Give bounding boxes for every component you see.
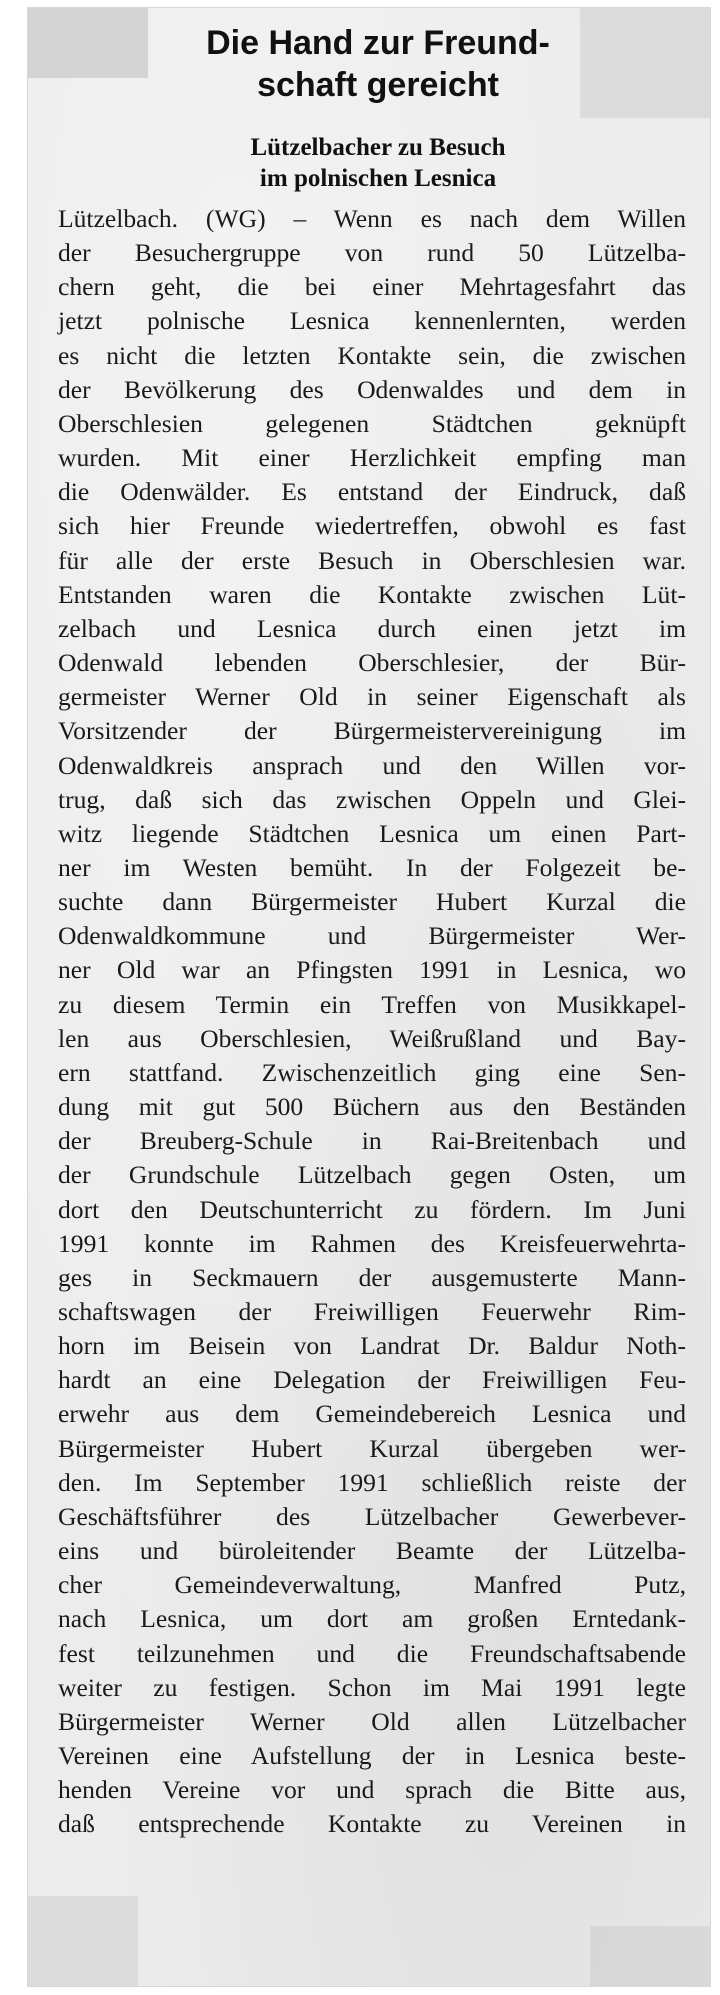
article-body-line: fest teilzunehmen und die Freundschaftsabende	[58, 1638, 686, 1668]
article-body-line: Geschäftsführer des Lützelbacher Gewerbever-	[58, 1501, 686, 1531]
article-body-line: ern stattfand. Zwischenzeitlich ging eine Sen-	[58, 1057, 686, 1087]
article-body-line: der Grundschule Lützelbach gegen Osten, um	[58, 1160, 686, 1190]
article-body-line: Lützelbach. (WG) – Wenn es nach dem Willen	[58, 204, 686, 233]
article-body-line: 1991 konnte im Rahmen des Kreisfeuerwehrta-	[58, 1228, 686, 1258]
article-body-line: dort den Deutschunterricht zu fördern. Im Juni	[58, 1194, 686, 1224]
article-body-line: horn im Beisein von Landrat Dr. Baldur Noth-	[58, 1331, 686, 1361]
headline-line: schaft gereicht	[257, 66, 499, 104]
article-body-line: Vereinen eine Aufstellung der in Lesnica beste-	[58, 1741, 686, 1771]
article-body-line: cher Gemeindeverwaltung, Manfred Putz,	[58, 1570, 686, 1600]
article-body-line: Odenwald lebenden Oberschlesier, der Bür-	[58, 648, 686, 678]
article-body-line: chern geht, die bei einer Mehrtagesfahrt das	[58, 272, 686, 302]
tape-corner-bottom-right	[590, 1926, 710, 1986]
article-body-line: Entstanden waren die Kontakte zwischen Lüt-	[58, 579, 686, 609]
article-body-line: weiter zu festigen. Schon im Mai 1991 legte	[58, 1672, 686, 1702]
article-body-line: den. Im September 1991 schließlich reiste der	[58, 1467, 686, 1497]
article-body-line: zelbach und Lesnica durch einen jetzt im	[58, 613, 686, 643]
article-body-line: nach Lesnica, um dort am großen Erntedank-	[58, 1604, 686, 1634]
article-subheadline	[148, 132, 608, 194]
article-body-line: Bürgermeister Hubert Kurzal übergeben wer-	[58, 1433, 686, 1463]
article-body-line: witz liegende Städtchen Lesnica um einen Part-	[58, 818, 686, 848]
headline-line: Die Hand zur Freund-	[206, 24, 550, 62]
tape-corner-bottom-left	[28, 1896, 138, 1986]
article-body-line: Odenwaldkreis ansprach und den Willen vor-	[58, 750, 686, 780]
article-body-line: henden Vereine vor und sprach die Bitte aus,	[58, 1775, 686, 1805]
article-body-line: suchte dann Bürgermeister Hubert Kurzal die	[58, 887, 686, 917]
article-body-line: eins und büroleitender Beamte der Lützelba-	[58, 1536, 686, 1566]
article-body-line: der Breuberg-Schule in Rai-Breitenbach und	[58, 1126, 686, 1156]
article-body-line: Vorsitzender der Bürgermeistervereinigung im	[58, 716, 686, 746]
article-body-line: für alle der erste Besuch in Oberschlesien war.	[58, 545, 686, 575]
article-body-line: zu diesem Termin ein Treffen von Musikkapel-	[58, 989, 686, 1019]
article-body-line: erwehr aus dem Gemeindebereich Lesnica und	[58, 1399, 686, 1429]
article-body-line: daß entsprechende Kontakte zu Vereinen in	[58, 1809, 686, 1839]
article-body-line: Odenwaldkommune und Bürgermeister Wer-	[58, 921, 686, 951]
article-body-line: der Besuchergruppe von rund 50 Lützelba-	[58, 238, 686, 268]
article-body-line: dung mit gut 500 Büchern aus den Beständen	[58, 1092, 686, 1122]
subheadline-line: im polnischen Lesnica	[259, 165, 497, 192]
article-body-line: len aus Oberschlesien, Weißrußland und Bay-	[58, 1023, 686, 1053]
newspaper-clipping	[28, 8, 710, 1986]
article-body-line: sich hier Freunde wiedertreffen, obwohl es fast	[58, 511, 686, 541]
article-body-line: ges in Seckmauern der ausgemusterte Mann-	[58, 1262, 686, 1292]
article-body-line: es nicht die letzten Kontakte sein, die zwischen	[58, 340, 686, 370]
article-body	[58, 202, 686, 1842]
article-body-line: der Bevölkerung des Odenwaldes und dem in	[58, 374, 686, 404]
subheadline-line: Lützelbacher zu Besuch	[250, 134, 506, 161]
article-body-line: ner Old war an Pfingsten 1991 in Lesnica, wo	[58, 955, 686, 985]
article-body-line: Oberschlesien gelegenen Städtchen geknüpft	[58, 408, 686, 438]
article-body-line: jetzt polnische Lesnica kennenlernten, werden	[58, 306, 686, 336]
article-body-line: schaftswagen der Freiwilligen Feuerwehr Rim-	[58, 1297, 686, 1326]
article-body-line: ner im Westen bemüht. In der Folgezeit be-	[58, 852, 686, 882]
article-body-line: wurden. Mit einer Herzlichkeit empfing man	[58, 443, 686, 473]
article-body-line: die Odenwälder. Es entstand der Eindruck, daß	[58, 477, 686, 507]
article-headline	[118, 22, 638, 106]
article-body-line: Bürgermeister Werner Old allen Lützelbacher	[58, 1706, 686, 1736]
article-body-line: trug, daß sich das zwischen Oppeln und Glei-	[58, 784, 686, 814]
article-body-line: hardt an eine Delegation der Freiwilligen Feu-	[58, 1365, 686, 1395]
article-body-line: germeister Werner Old in seiner Eigenschaft als	[58, 682, 686, 712]
